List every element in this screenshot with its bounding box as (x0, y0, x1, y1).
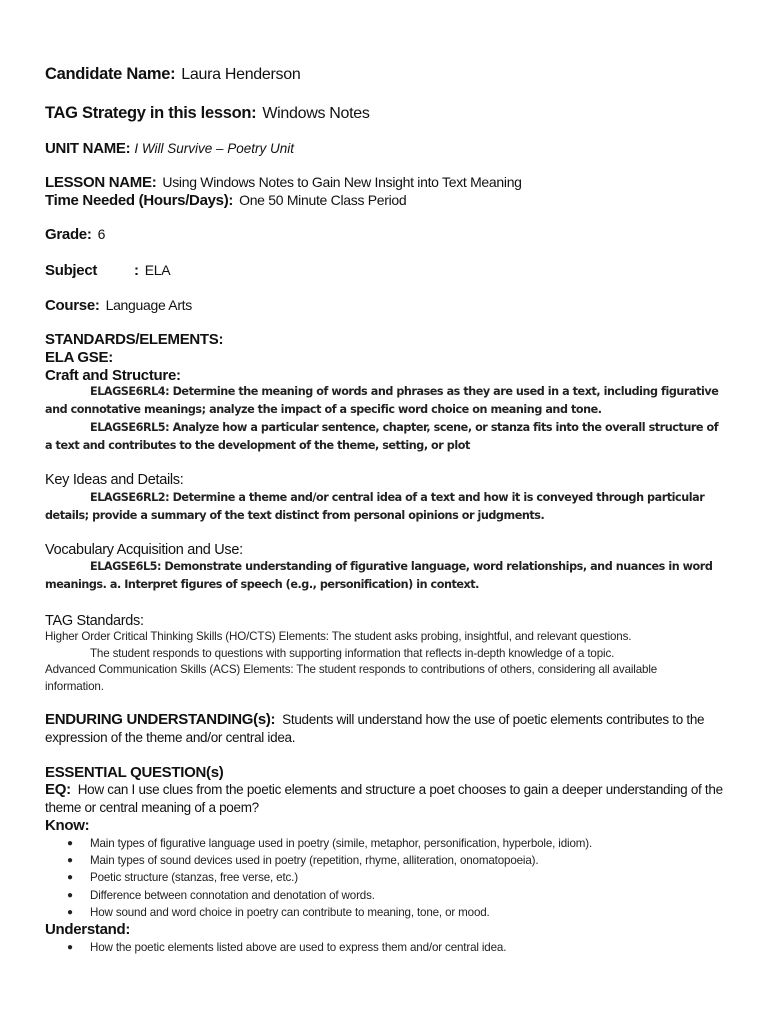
unit-name-row (45, 140, 294, 158)
candidate-name-row (45, 65, 300, 84)
unit-name-label: UNIT NAME: (45, 140, 131, 157)
bullet-icon: ● (67, 872, 73, 884)
standard-rl4: ELAGSE6RL4: Determine the meaning of words and phrases as they are used in a text, including figurative and connotative meanings; analyze the impact of a specific word choice on meaning and tone. (45, 385, 719, 416)
tag-strategy-label: TAG Strategy in this lesson: (45, 104, 257, 122)
grade-row (45, 226, 105, 244)
subject-colon: : (134, 262, 139, 279)
lesson-name-row (45, 174, 522, 192)
subject-value: ELA (144, 262, 171, 278)
understand-heading: Understand: (45, 921, 131, 938)
enduring-understanding (45, 711, 725, 747)
time-needed-row (45, 192, 406, 210)
bullet-icon: ● (67, 855, 73, 867)
standards-heading: STANDARDS/ELEMENTS: (45, 331, 224, 348)
lesson-name-value: Using Windows Notes to Gain New Insight into Text Meaning (162, 174, 522, 190)
essential-question-heading: ESSENTIAL QUESTION(s) (45, 764, 224, 781)
eq-label: EQ: (45, 781, 71, 798)
course-row (45, 297, 192, 315)
candidate-name-value: Laura Henderson (181, 66, 301, 83)
standard-rl5: ELAGSE6RL5: Analyze how a particular sentence, chapter, scene, or stanza fits into the overall structure of a text and contributes to the development of the theme, setting, or plot (45, 421, 719, 452)
vocab-heading: Vocabulary Acquisition and Use: (45, 542, 243, 558)
grade-value: 6 (97, 226, 106, 242)
tag-standard-hocts: Higher Order Critical Thinking Skills (HO/CTS) Elements: The student asks probing, insightful, and relevant questions. (45, 630, 632, 643)
course-label: Course: (45, 297, 100, 314)
tag-strategy-row (45, 104, 370, 123)
grade-label: Grade: (45, 226, 92, 243)
list-item: ● Poetic structure (stanzas, free verse, etc.) (45, 869, 705, 886)
craft-structure-heading: Craft and Structure: (45, 367, 181, 384)
unit-name-value: I Will Survive – Poetry Unit (134, 141, 295, 156)
time-needed-label: Time Needed (Hours/Days): (45, 192, 234, 209)
key-ideas-heading: Key Ideas and Details: (45, 472, 184, 488)
eq-text: How can I use clues from the poetic elements and structure a poet chooses to gain a deeper understanding of the theme or central meaning of a poem? (45, 782, 723, 815)
subject-row (45, 262, 170, 280)
list-item: ● Main types of sound devices used in poetry (repetition, rhyme, alliteration, onomatopoeia). (45, 852, 705, 869)
course-value: Language Arts (105, 297, 192, 313)
lesson-name-label: LESSON NAME: (45, 174, 157, 191)
enduring-understanding-label: ENDURING UNDERSTANDING(s): (45, 711, 276, 728)
tag-standard-hocts-2: The student responds to questions with supporting information that reflects in-depth knowledge of a topic. (90, 647, 615, 660)
standard-l5: ELAGSE6L5: Demonstrate understanding of figurative language, word relationships, and nuances in word meanings. a. Interpret figures of speech (e.g., personification) in context. (45, 560, 713, 591)
tag-standards-heading: TAG Standards (45, 613, 140, 629)
list-item: ● Main types of figurative language used in poetry (simile, metaphor, personification, hyperbole, idiom). (45, 835, 705, 852)
essential-question (45, 781, 725, 817)
bullet-icon: ● (67, 838, 73, 849)
know-list (45, 835, 705, 921)
know-heading: Know: (45, 817, 90, 834)
understand-list (45, 939, 705, 956)
bullet-icon: ● (67, 942, 73, 953)
bullet-icon: ● (67, 889, 73, 901)
bullet-icon: ● (67, 906, 73, 918)
list-item: ● How the poetic elements listed above are used to express them and/or central idea. (45, 939, 705, 956)
list-item: ● Difference between connotation and denotation of words. (45, 887, 705, 904)
ela-gse-heading: ELA GSE: (45, 349, 113, 366)
tag-standards-heading-row (45, 612, 144, 630)
standard-rl2: ELAGSE6RL2: Determine a theme and/or central idea of a text and how it is conveyed through particular details; provide a summary of the text distinct from personal opinions or judgments. (45, 491, 705, 522)
tag-standards-colon: : (139, 613, 144, 629)
tag-standard-acs: Advanced Communication Skills (ACS) Elements: The student responds to contributions of others, considering all available information. (45, 663, 658, 693)
candidate-name-label: Candidate Name: (45, 65, 176, 83)
time-needed-value: One 50 Minute Class Period (239, 192, 407, 208)
list-item: ● How sound and word choice in poetry can contribute to meaning, tone, or mood. (45, 904, 705, 921)
subject-label: Subject (45, 262, 98, 279)
enduring-understanding-text: Students will understand how the use of poetic elements contributes to the expression of the theme and/or central idea. (45, 712, 705, 745)
tag-strategy-value: Windows Notes (262, 105, 370, 122)
